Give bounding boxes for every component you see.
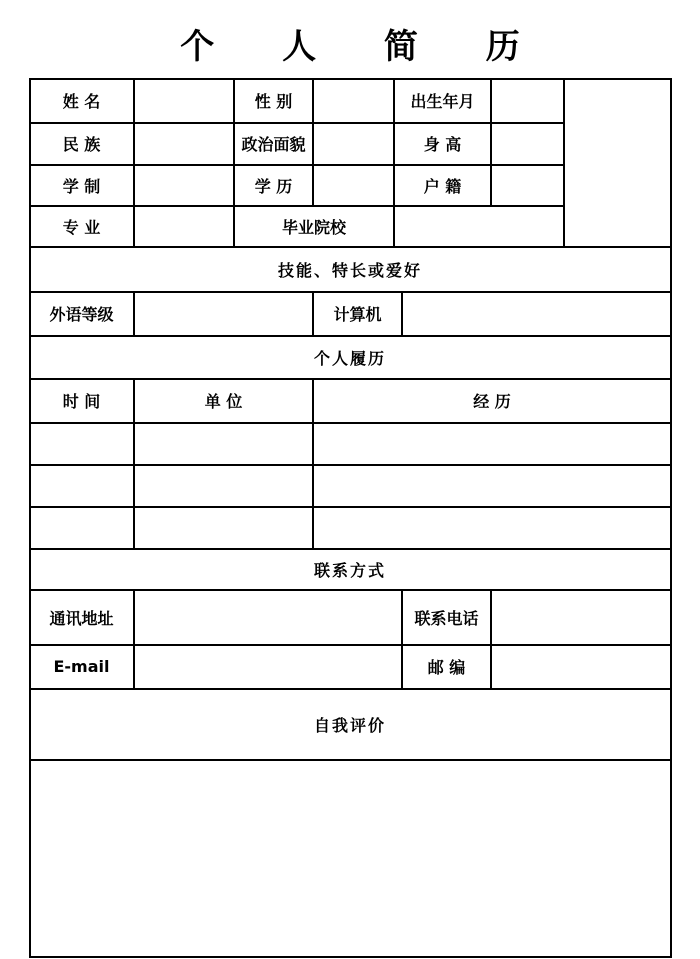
- self-eval-header: 自我评价: [313, 715, 386, 735]
- name-field[interactable]: [135, 79, 233, 122]
- label-schooling: 学 制: [62, 176, 101, 196]
- label-political: 政治面貌: [241, 135, 306, 154]
- contact-header: 联系方式: [313, 560, 386, 580]
- history-unit-cell[interactable]: [135, 423, 312, 464]
- computer-field[interactable]: [403, 292, 670, 335]
- label-education: 学 历: [254, 176, 293, 196]
- label-ethnicity: 民 族: [62, 135, 101, 154]
- label-household: 户 籍: [423, 176, 462, 196]
- label-postcode: 邮 编: [427, 658, 466, 677]
- political-field[interactable]: [314, 123, 393, 164]
- email-field[interactable]: [135, 645, 401, 688]
- schooling-field[interactable]: [135, 165, 233, 205]
- self-eval-field[interactable]: [30, 760, 670, 956]
- col-experience: 经 历: [473, 392, 511, 411]
- page-title: 个 人 简 历: [180, 27, 548, 67]
- col-unit: 单 位: [204, 392, 243, 411]
- label-computer: 计算机: [333, 305, 382, 324]
- birth-field[interactable]: [492, 79, 563, 122]
- history-experience-cell[interactable]: [314, 423, 670, 464]
- photo-slot[interactable]: [565, 79, 670, 246]
- height-field[interactable]: [492, 123, 563, 164]
- history-experience-cell[interactable]: [314, 507, 670, 548]
- label-phone: 联系电话: [414, 608, 479, 628]
- school-field[interactable]: [395, 206, 563, 246]
- household-field[interactable]: [492, 165, 563, 205]
- address-field[interactable]: [135, 590, 401, 644]
- label-school: 毕业院校: [281, 217, 346, 237]
- education-field[interactable]: [314, 165, 393, 205]
- col-time: 时 间: [62, 392, 101, 411]
- major-field[interactable]: [135, 206, 233, 246]
- gender-field[interactable]: [314, 79, 393, 122]
- postcode-field[interactable]: [492, 645, 670, 688]
- label-height: 身 高: [423, 135, 462, 154]
- label-name: 姓 名: [62, 92, 101, 111]
- label-major: 专 业: [62, 217, 101, 237]
- label-address: 通讯地址: [49, 608, 114, 628]
- ethnicity-field[interactable]: [135, 123, 233, 164]
- skills-header: 技能、特长或爱好: [277, 260, 422, 280]
- language-field[interactable]: [135, 292, 312, 335]
- history-unit-cell[interactable]: [135, 507, 312, 548]
- history-experience-cell[interactable]: [314, 465, 670, 506]
- history-time-cell[interactable]: [30, 423, 133, 464]
- history-time-cell[interactable]: [30, 507, 133, 548]
- label-birth: 出生年月: [410, 92, 475, 111]
- border-bottom: [29, 956, 671, 958]
- history-header: 个人履历: [313, 348, 386, 368]
- border-right: [670, 78, 672, 958]
- label-gender: 性 别: [254, 92, 293, 111]
- phone-field[interactable]: [492, 590, 670, 644]
- history-unit-cell[interactable]: [135, 465, 312, 506]
- label-email: E-mail: [53, 657, 110, 676]
- history-time-cell[interactable]: [30, 465, 133, 506]
- label-language: 外语等级: [49, 305, 114, 324]
